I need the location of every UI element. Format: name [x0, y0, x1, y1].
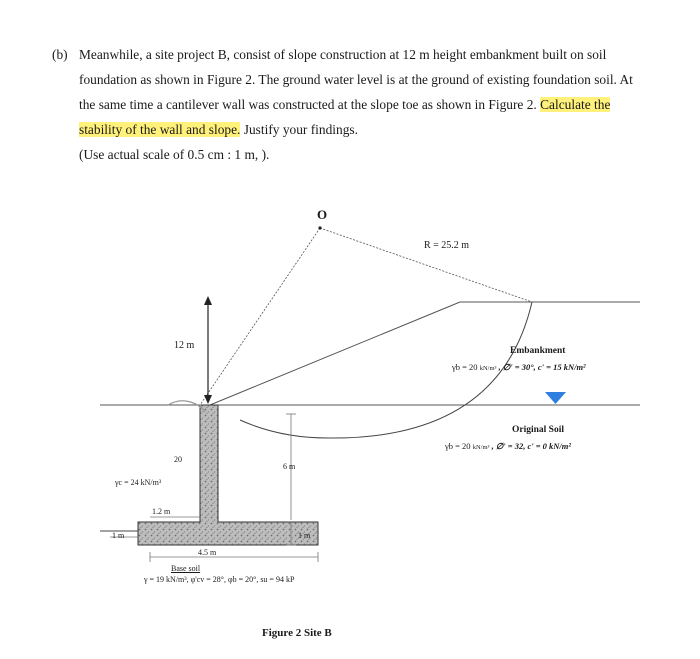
base-soil-props: γ = 19 kN/m³, φ'cv = 28°, φb = 20°, su = 94 kP [144, 575, 295, 584]
embankment-unit: kN/m³ [479, 365, 497, 372]
water-table-icon [545, 392, 566, 404]
question-line-3-text: the same time a cantilever wall was constructed at the slope toe as shown in Figure 2. [79, 97, 537, 112]
original-soil-title: Original Soil [512, 425, 564, 435]
embankment-title: Embankment [510, 346, 566, 356]
height-arrow-head-bottom [204, 395, 212, 404]
wall-top-fill [168, 401, 205, 412]
slip-circle-arc-lower [240, 420, 328, 438]
center-point [318, 226, 321, 229]
original-soil-gamma: γb = 20 [445, 441, 471, 451]
part-label: (b) [52, 47, 68, 62]
highlight-stability: stability of the wall and slope. [79, 122, 241, 137]
height-label: 12 m [174, 340, 195, 351]
original-soil-unit: kN/m³ [472, 444, 490, 451]
embankment-gamma: γb = 20 [452, 362, 478, 372]
wall-height-label: 6 m [283, 462, 296, 471]
question-line-2: foundation as shown in Figure 2. The ground water level is at the ground of existing foundation soil. At [79, 72, 633, 87]
embankment-strength: , ∅' = 30°, c' = 15 kN/m² [498, 362, 586, 372]
toe-label: 1 m [112, 531, 125, 540]
scale-note: (Use actual scale of 0.5 cm : 1 m, ). [79, 147, 270, 162]
figure-caption: Figure 2 Site B [262, 627, 332, 639]
base-soil-title: Base soil [171, 564, 201, 573]
question-line-4-text: Justify your findings. [243, 122, 358, 137]
question-line-1: Meanwhile, a site project B, consist of slope construction at 12 m height embankment built on soil [79, 47, 607, 62]
stem-width-label: 1.2 m [152, 507, 171, 516]
highlight-calculate: Calculate the [540, 97, 611, 112]
radius-line-to-toe [200, 228, 320, 405]
height-arrow-head-top [204, 296, 212, 305]
base-thickness-label: 1 m [298, 531, 311, 540]
base-width-label: 4.5 m [198, 548, 217, 557]
radius-label: R = 25.2 m [424, 240, 470, 251]
batter-label: 20 [174, 455, 182, 464]
embankment-slope [210, 302, 460, 405]
embankment-props [452, 362, 586, 373]
wall-unit-weight: γc = 24 kN/m³ [115, 478, 162, 487]
original-soil-strength: , ∅' = 32, c' = 0 kN/m² [491, 441, 571, 451]
center-label: O [317, 207, 328, 222]
original-soil-props [445, 441, 571, 452]
